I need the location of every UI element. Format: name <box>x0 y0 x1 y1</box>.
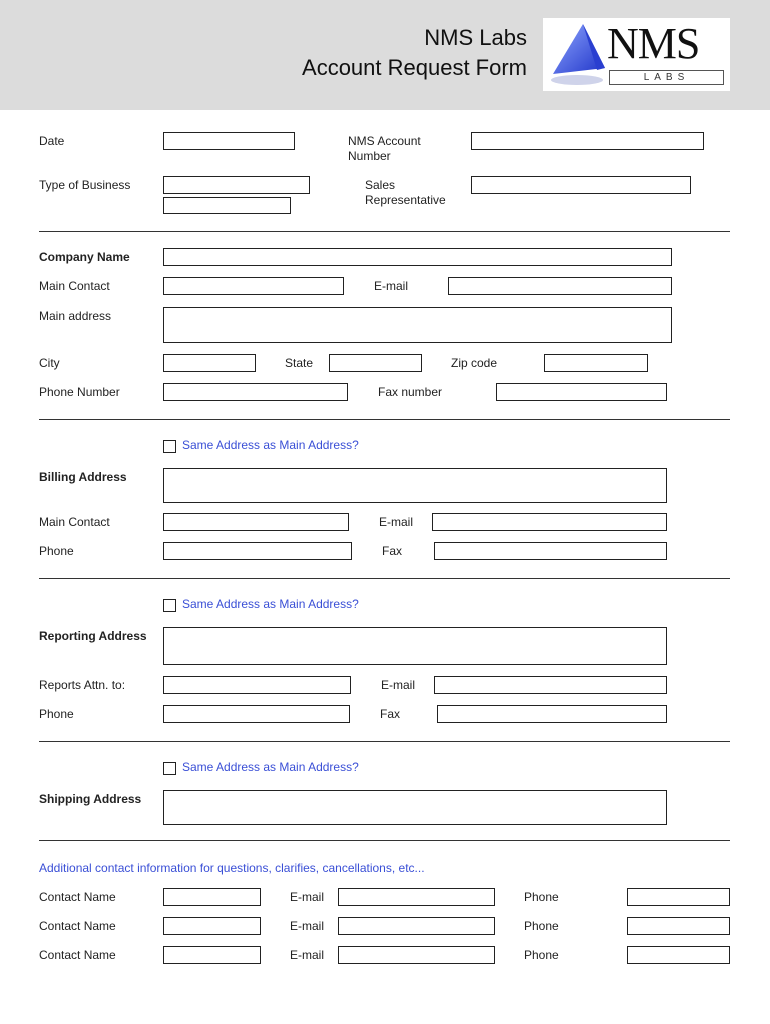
reporting-fax-label: Fax <box>380 707 401 721</box>
reports-attn-label: Reports Attn. to: <box>39 678 126 692</box>
contact-phone-label: Phone <box>524 919 559 933</box>
zip-field[interactable] <box>544 354 648 372</box>
nms-labs-logo <box>543 18 730 91</box>
reporting-email-field[interactable] <box>434 676 667 694</box>
billing-main-contact-label: Main Contact <box>39 515 110 529</box>
sales-rep-label: Sales Representative <box>365 178 446 207</box>
main-address-label: Main address <box>39 309 112 323</box>
contact-email-field[interactable] <box>338 946 495 964</box>
company-name-label: Company Name <box>39 250 130 264</box>
divider <box>39 741 730 742</box>
contact-email-field[interactable] <box>338 888 495 906</box>
city-label: City <box>39 356 60 370</box>
email-field[interactable] <box>448 277 672 295</box>
billing-fax-label: Fax <box>382 544 403 558</box>
pyramid-logo-icon <box>547 22 611 88</box>
main-address-field[interactable] <box>163 307 672 343</box>
reporting-phone-field[interactable] <box>163 705 350 723</box>
sales-rep-field[interactable] <box>471 176 691 194</box>
type-of-business-label: Type of Business <box>39 178 131 192</box>
main-contact-label: Main Contact <box>39 279 110 293</box>
reporting-address-label: Reporting Address <box>39 629 147 643</box>
billing-address-field[interactable] <box>163 468 667 503</box>
zip-label: Zip code <box>451 356 498 370</box>
reporting-email-label: E-mail <box>381 678 416 692</box>
reporting-same-address-checkbox[interactable] <box>163 599 176 612</box>
city-field[interactable] <box>163 354 256 372</box>
main-contact-field[interactable] <box>163 277 344 295</box>
fax-number-label: Fax number <box>378 385 443 399</box>
divider <box>39 578 730 579</box>
billing-main-contact-field[interactable] <box>163 513 349 531</box>
phone-number-field[interactable] <box>163 383 348 401</box>
contact-email-field[interactable] <box>338 917 495 935</box>
contact-name-label: Contact Name <box>39 948 116 962</box>
account-number-field[interactable] <box>471 132 704 150</box>
state-label: State <box>285 356 314 370</box>
date-field[interactable] <box>163 132 295 150</box>
reporting-fax-field[interactable] <box>437 705 667 723</box>
contact-name-field[interactable] <box>163 917 261 935</box>
fax-number-field[interactable] <box>496 383 667 401</box>
company-name-field[interactable] <box>163 248 672 266</box>
billing-phone-label: Phone <box>39 544 74 558</box>
billing-email-label: E-mail <box>379 515 414 529</box>
reports-attn-field[interactable] <box>163 676 351 694</box>
billing-same-address-checkbox[interactable] <box>163 440 176 453</box>
billing-address-label: Billing Address <box>39 470 127 484</box>
page-title-line1: NMS Labs <box>424 25 527 50</box>
shipping-same-address-checkbox[interactable] <box>163 762 176 775</box>
contact-phone-label: Phone <box>524 948 559 962</box>
contact-name-label: Contact Name <box>39 890 116 904</box>
contact-email-label: E-mail <box>290 890 325 904</box>
contact-name-field[interactable] <box>163 888 261 906</box>
divider <box>39 840 730 841</box>
billing-phone-field[interactable] <box>163 542 352 560</box>
shipping-address-field[interactable] <box>163 790 667 825</box>
logo-wordmark: NMS <box>607 19 700 68</box>
date-label: Date <box>39 134 65 148</box>
divider <box>39 231 730 232</box>
divider <box>39 419 730 420</box>
reporting-phone-label: Phone <box>39 707 74 721</box>
reporting-address-field[interactable] <box>163 627 667 665</box>
billing-same-address-label: Same Address as Main Address? <box>182 438 359 452</box>
reporting-same-address-label: Same Address as Main Address? <box>182 597 359 611</box>
type-of-business-field[interactable] <box>163 176 310 194</box>
contact-phone-field[interactable] <box>627 946 730 964</box>
contact-name-field[interactable] <box>163 946 261 964</box>
type-of-business-field-2[interactable] <box>163 197 291 214</box>
page-title-line2: Account Request Form <box>302 55 527 80</box>
email-label: E-mail <box>374 279 409 293</box>
contact-phone-field[interactable] <box>627 888 730 906</box>
shipping-address-label: Shipping Address <box>39 792 142 806</box>
state-field[interactable] <box>329 354 422 372</box>
phone-number-label: Phone Number <box>39 385 120 399</box>
contact-phone-label: Phone <box>524 890 559 904</box>
billing-email-field[interactable] <box>432 513 667 531</box>
additional-contacts-heading: Additional contact information for questions, clarifies, cancellations, etc... <box>39 861 425 875</box>
contact-name-label: Contact Name <box>39 919 116 933</box>
shipping-same-address-label: Same Address as Main Address? <box>182 760 359 774</box>
contact-email-label: E-mail <box>290 948 325 962</box>
logo-subtext: LABS <box>609 70 724 85</box>
account-number-label: NMS Account Number <box>348 134 421 163</box>
contact-email-label: E-mail <box>290 919 325 933</box>
contact-phone-field[interactable] <box>627 917 730 935</box>
billing-fax-field[interactable] <box>434 542 667 560</box>
